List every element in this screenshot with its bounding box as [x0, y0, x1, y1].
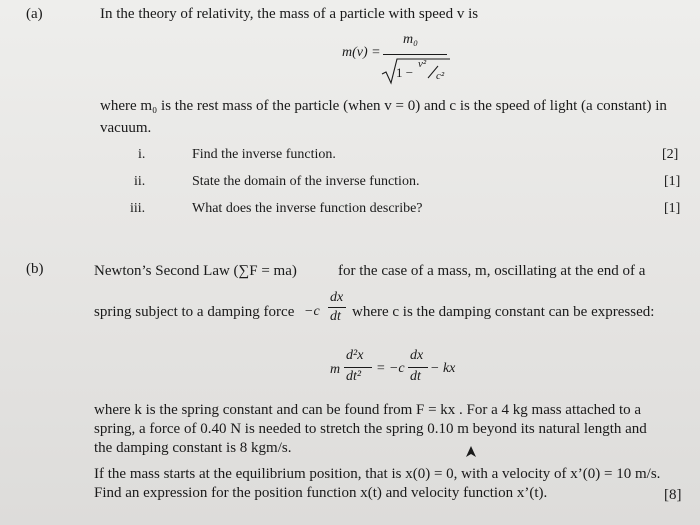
- question-text: What does the inverse function describe?: [192, 201, 423, 216]
- damping-neg-c: −c: [304, 304, 320, 319]
- where-line-2: vacuum.: [100, 120, 152, 136]
- spring-constant-line-1: where k is the spring constant and can be found from F = kx . For a 4 kg mass attached to a: [94, 402, 642, 418]
- c-squared: c²: [436, 70, 445, 82]
- question-number: i.: [138, 147, 146, 162]
- where-line-1: where m₀ is the rest mass of the particle (when v = 0) and c is the speed of light (a constant) in: [100, 98, 667, 114]
- part-a-label: (a): [26, 6, 43, 22]
- part-b-label: (b): [26, 261, 44, 277]
- question-marks: [2]: [662, 147, 679, 162]
- ode-dt: dt: [410, 369, 421, 384]
- spring-constant-line-2: spring, a force of 0.40 N is needed to stretch the spring 0.10 m beyond its natural length and: [94, 421, 647, 437]
- damping-fraction-bar: [328, 307, 346, 308]
- v-squared: v²: [418, 58, 427, 70]
- question-number: ii.: [134, 174, 146, 189]
- part-b-line-1: for the case of a mass, m, oscillating at the end of a: [338, 263, 646, 279]
- question-number: iii.: [130, 201, 146, 216]
- ode-m: m: [330, 362, 341, 377]
- question-text: State the domain of the inverse function.: [192, 174, 420, 189]
- initial-conditions-line-2: Find an expression for the position function x(t) and velocity function x’(t).: [94, 485, 548, 501]
- formula-lhs: m(v) =: [342, 45, 381, 60]
- ode-equals-neg-c: = −c: [376, 361, 405, 376]
- part-b-line-2-start: spring subject to a damping force: [94, 304, 295, 320]
- question-marks: [1]: [664, 201, 681, 216]
- question-text: Find the inverse function.: [192, 147, 336, 162]
- newton-law-phrase: Newton’s Second Law (∑F = ma): [94, 263, 297, 279]
- ode-dt2: dt²: [346, 369, 362, 384]
- ode-dx: dx: [410, 348, 424, 363]
- formula-fraction-bar: [383, 54, 447, 55]
- part-b-line-2-end: where c is the damping constant can be expressed:: [352, 304, 655, 320]
- part-b-marks: [8]: [664, 487, 682, 503]
- formula-numerator: m₀: [403, 32, 418, 47]
- ode-d2x: d²x: [346, 348, 364, 363]
- question-marks: [1]: [664, 174, 681, 189]
- mouse-pointer-icon: [466, 446, 476, 458]
- sqrt-body: 1 −: [396, 65, 414, 80]
- ode-fraction-bar-2: [408, 367, 428, 368]
- damping-dt: dt: [330, 309, 341, 324]
- damping-dx: dx: [330, 290, 344, 305]
- part-a-intro: In the theory of relativity, the mass of a particle with speed v is: [100, 6, 479, 22]
- initial-conditions-line-1: If the mass starts at the equilibrium position, that is x(0) = 0, with a velocity of x’(0) = 10 m/s.: [94, 466, 661, 482]
- ode-tail: − kx: [430, 361, 456, 376]
- spring-constant-line-3: the damping constant is 8 kgm/s.: [94, 440, 292, 456]
- ode-fraction-bar-1: [344, 367, 372, 368]
